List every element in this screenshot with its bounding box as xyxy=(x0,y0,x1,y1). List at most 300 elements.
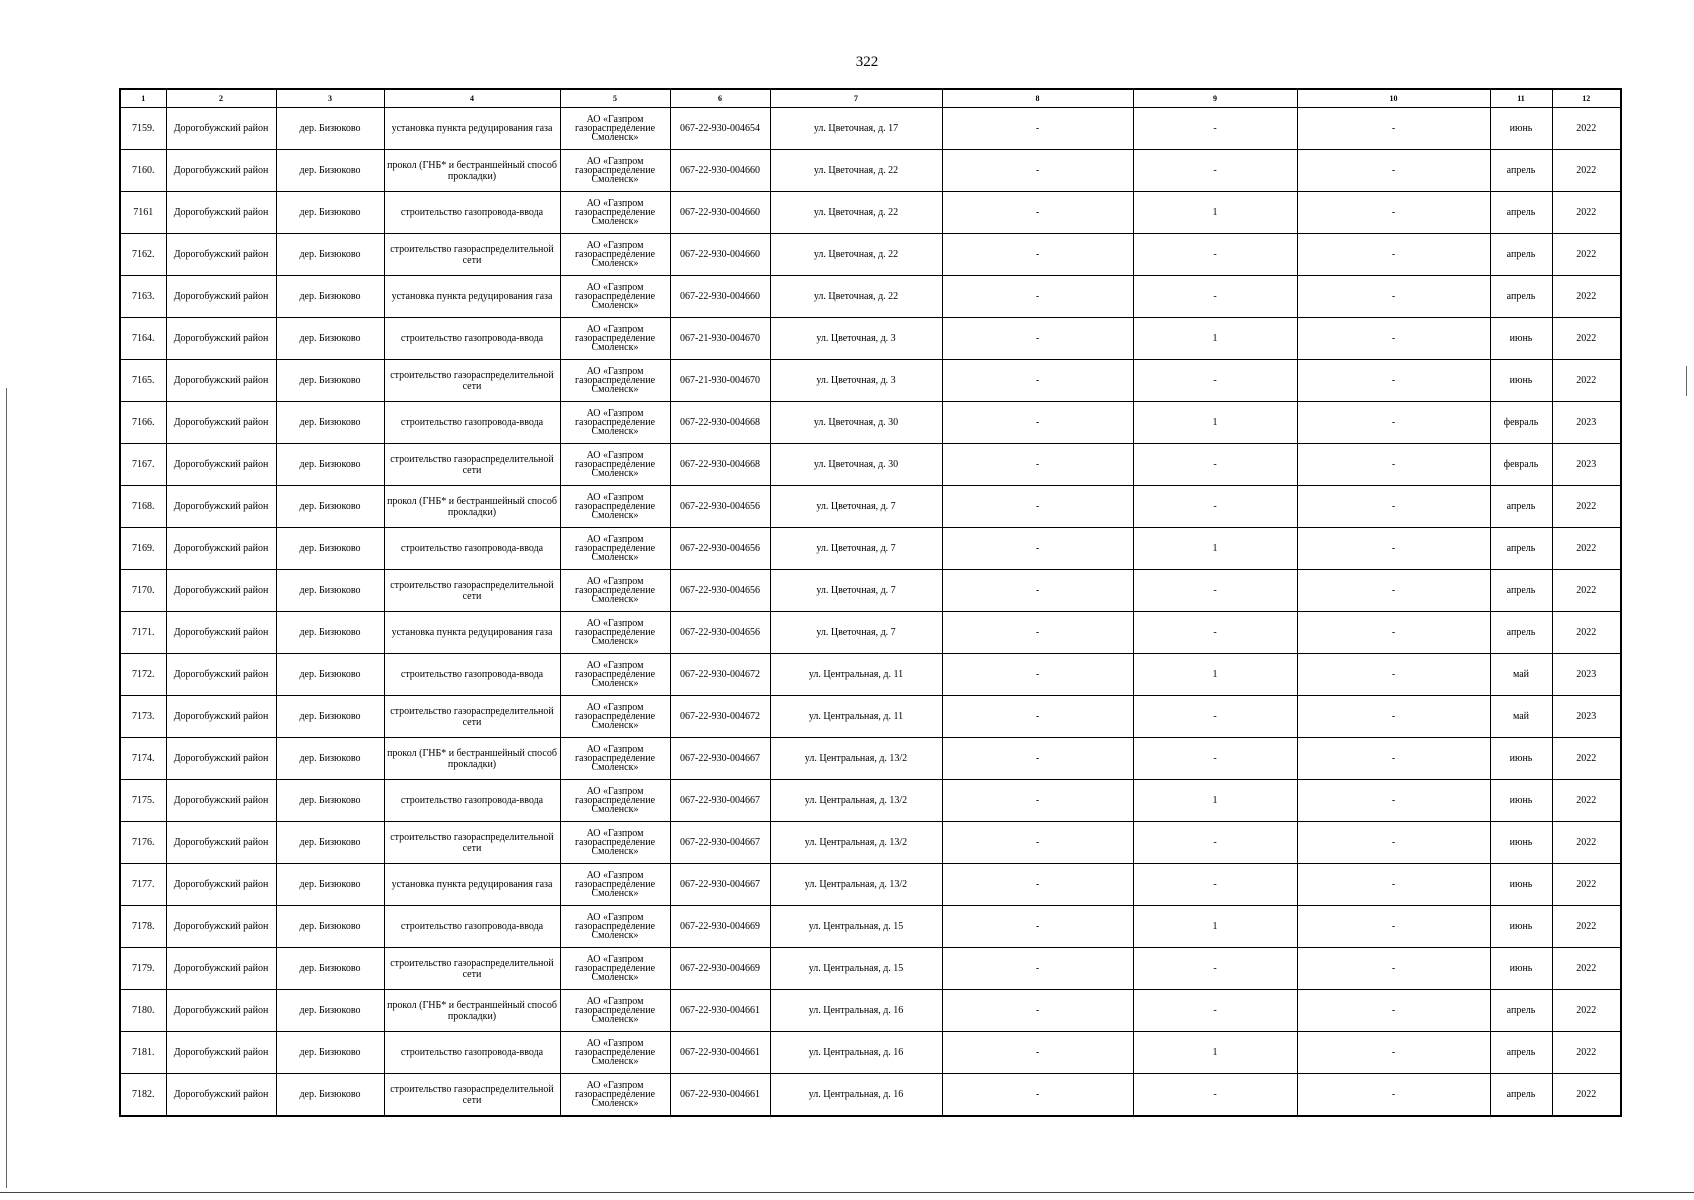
month-cell: апрель xyxy=(1490,528,1552,570)
district-cell: Дорогобужский район xyxy=(166,1074,276,1117)
address-cell: ул. Центральная, д. 15 xyxy=(770,948,942,990)
row-number: 7160. xyxy=(120,150,166,192)
col9-cell: - xyxy=(1133,612,1297,654)
organization-cell: АО «Газпром газораспределение Смоленск» xyxy=(560,402,670,444)
district-cell: Дорогобужский район xyxy=(166,654,276,696)
col9-cell: - xyxy=(1133,444,1297,486)
work-type-cell: строительство газораспределительной сети xyxy=(384,822,560,864)
organization-cell: АО «Газпром газораспределение Смоленск» xyxy=(560,318,670,360)
table-row xyxy=(120,402,1621,444)
registry-code-cell: 067-22-930-004669 xyxy=(670,948,770,990)
year-cell: 2022 xyxy=(1552,612,1621,654)
col8-cell: - xyxy=(942,276,1133,318)
year-cell: 2022 xyxy=(1552,192,1621,234)
row-number: 7166. xyxy=(120,402,166,444)
settlement-cell: дер. Бизюково xyxy=(276,906,384,948)
address-cell: ул. Центральная, д. 13/2 xyxy=(770,738,942,780)
year-cell: 2022 xyxy=(1552,1032,1621,1074)
col8-cell: - xyxy=(942,990,1133,1032)
organization-cell: АО «Газпром газораспределение Смоленск» xyxy=(560,360,670,402)
address-cell: ул. Цветочная, д. 22 xyxy=(770,234,942,276)
row-number: 7159. xyxy=(120,108,166,150)
col10-cell: - xyxy=(1297,150,1490,192)
row-number: 7167. xyxy=(120,444,166,486)
column-header: 12 xyxy=(1552,89,1621,108)
col9-cell: - xyxy=(1133,864,1297,906)
work-type-cell: строительство газораспределительной сети xyxy=(384,234,560,276)
work-type-cell: установка пункта редуцирования газа xyxy=(384,864,560,906)
settlement-cell: дер. Бизюково xyxy=(276,570,384,612)
district-cell: Дорогобужский район xyxy=(166,612,276,654)
work-type-cell: строительство газопровода-ввода xyxy=(384,402,560,444)
month-cell: апрель xyxy=(1490,990,1552,1032)
column-header: 8 xyxy=(942,89,1133,108)
table-row xyxy=(120,234,1621,276)
district-cell: Дорогобужский район xyxy=(166,738,276,780)
settlement-cell: дер. Бизюково xyxy=(276,318,384,360)
district-cell: Дорогобужский район xyxy=(166,318,276,360)
registry-code-cell: 067-22-930-004669 xyxy=(670,906,770,948)
month-cell: июнь xyxy=(1490,822,1552,864)
col9-cell: 1 xyxy=(1133,402,1297,444)
address-cell: ул. Центральная, д. 15 xyxy=(770,906,942,948)
table-row xyxy=(120,1032,1621,1074)
organization-cell: АО «Газпром газораспределение Смоленск» xyxy=(560,108,670,150)
col10-cell: - xyxy=(1297,486,1490,528)
month-cell: июнь xyxy=(1490,948,1552,990)
year-cell: 2022 xyxy=(1552,738,1621,780)
row-number: 7162. xyxy=(120,234,166,276)
col10-cell: - xyxy=(1297,402,1490,444)
settlement-cell: дер. Бизюково xyxy=(276,696,384,738)
settlement-cell: дер. Бизюково xyxy=(276,360,384,402)
address-cell: ул. Цветочная, д. 30 xyxy=(770,444,942,486)
year-cell: 2022 xyxy=(1552,150,1621,192)
col9-cell: - xyxy=(1133,948,1297,990)
column-header: 1 xyxy=(120,89,166,108)
district-cell: Дорогобужский район xyxy=(166,108,276,150)
month-cell: июнь xyxy=(1490,738,1552,780)
col8-cell: - xyxy=(942,780,1133,822)
address-cell: ул. Центральная, д. 13/2 xyxy=(770,822,942,864)
work-type-cell: строительство газораспределительной сети xyxy=(384,444,560,486)
organization-cell: АО «Газпром газораспределение Смоленск» xyxy=(560,570,670,612)
table-row xyxy=(120,990,1621,1032)
row-number: 7163. xyxy=(120,276,166,318)
organization-cell: АО «Газпром газораспределение Смоленск» xyxy=(560,948,670,990)
table-row xyxy=(120,948,1621,990)
column-header: 5 xyxy=(560,89,670,108)
month-cell: июнь xyxy=(1490,108,1552,150)
organization-cell: АО «Газпром газораспределение Смоленск» xyxy=(560,612,670,654)
address-cell: ул. Цветочная, д. 22 xyxy=(770,150,942,192)
row-number: 7181. xyxy=(120,1032,166,1074)
col9-cell: - xyxy=(1133,108,1297,150)
month-cell: апрель xyxy=(1490,192,1552,234)
row-number: 7179. xyxy=(120,948,166,990)
col10-cell: - xyxy=(1297,612,1490,654)
address-cell: ул. Центральная, д. 16 xyxy=(770,1074,942,1117)
work-type-cell: строительство газораспределительной сети xyxy=(384,948,560,990)
work-type-cell: строительство газораспределительной сети xyxy=(384,360,560,402)
row-number: 7170. xyxy=(120,570,166,612)
district-cell: Дорогобужский район xyxy=(166,360,276,402)
settlement-cell: дер. Бизюково xyxy=(276,192,384,234)
settlement-cell: дер. Бизюково xyxy=(276,948,384,990)
row-number: 7182. xyxy=(120,1074,166,1117)
month-cell: апрель xyxy=(1490,276,1552,318)
work-type-cell: строительство газопровода-ввода xyxy=(384,654,560,696)
address-cell: ул. Цветочная, д. 7 xyxy=(770,486,942,528)
registry-code-cell: 067-22-930-004667 xyxy=(670,780,770,822)
month-cell: июнь xyxy=(1490,780,1552,822)
scan-edge-line xyxy=(0,1192,1694,1193)
registry-code-cell: 067-22-930-004672 xyxy=(670,696,770,738)
col8-cell: - xyxy=(942,906,1133,948)
address-cell: ул. Центральная, д. 13/2 xyxy=(770,780,942,822)
address-cell: ул. Центральная, д. 16 xyxy=(770,990,942,1032)
registry-code-cell: 067-22-930-004661 xyxy=(670,990,770,1032)
year-cell: 2023 xyxy=(1552,654,1621,696)
column-header: 2 xyxy=(166,89,276,108)
month-cell: май xyxy=(1490,654,1552,696)
settlement-cell: дер. Бизюково xyxy=(276,864,384,906)
district-cell: Дорогобужский район xyxy=(166,906,276,948)
col10-cell: - xyxy=(1297,948,1490,990)
table-row xyxy=(120,864,1621,906)
work-type-cell: строительство газопровода-ввода xyxy=(384,1032,560,1074)
address-cell: ул. Цветочная, д. 7 xyxy=(770,570,942,612)
col9-cell: 1 xyxy=(1133,318,1297,360)
organization-cell: АО «Газпром газораспределение Смоленск» xyxy=(560,1032,670,1074)
column-header: 3 xyxy=(276,89,384,108)
registry-table xyxy=(119,88,1622,1117)
organization-cell: АО «Газпром газораспределение Смоленск» xyxy=(560,654,670,696)
month-cell: апрель xyxy=(1490,570,1552,612)
col8-cell: - xyxy=(942,1074,1133,1117)
col10-cell: - xyxy=(1297,696,1490,738)
organization-cell: АО «Газпром газораспределение Смоленск» xyxy=(560,528,670,570)
table-row xyxy=(120,318,1621,360)
work-type-cell: строительство газораспределительной сети xyxy=(384,696,560,738)
col10-cell: - xyxy=(1297,528,1490,570)
col8-cell: - xyxy=(942,612,1133,654)
work-type-cell: прокол (ГНБ* и бестраншейный способ прокладки) xyxy=(384,150,560,192)
col9-cell: 1 xyxy=(1133,528,1297,570)
district-cell: Дорогобужский район xyxy=(166,696,276,738)
district-cell: Дорогобужский район xyxy=(166,528,276,570)
year-cell: 2022 xyxy=(1552,906,1621,948)
month-cell: февраль xyxy=(1490,402,1552,444)
settlement-cell: дер. Бизюково xyxy=(276,654,384,696)
organization-cell: АО «Газпром газораспределение Смоленск» xyxy=(560,276,670,318)
year-cell: 2023 xyxy=(1552,402,1621,444)
row-number: 7168. xyxy=(120,486,166,528)
district-cell: Дорогобужский район xyxy=(166,192,276,234)
header-row xyxy=(120,89,1621,108)
col10-cell: - xyxy=(1297,360,1490,402)
month-cell: апрель xyxy=(1490,612,1552,654)
column-header: 11 xyxy=(1490,89,1552,108)
settlement-cell: дер. Бизюково xyxy=(276,402,384,444)
organization-cell: АО «Газпром газораспределение Смоленск» xyxy=(560,990,670,1032)
col10-cell: - xyxy=(1297,318,1490,360)
registry-code-cell: 067-21-930-004670 xyxy=(670,318,770,360)
col8-cell: - xyxy=(942,444,1133,486)
work-type-cell: установка пункта редуцирования газа xyxy=(384,276,560,318)
work-type-cell: установка пункта редуцирования газа xyxy=(384,612,560,654)
col10-cell: - xyxy=(1297,276,1490,318)
work-type-cell: прокол (ГНБ* и бестраншейный способ прокладки) xyxy=(384,486,560,528)
registry-code-cell: 067-22-930-004656 xyxy=(670,528,770,570)
address-cell: ул. Центральная, д. 13/2 xyxy=(770,864,942,906)
col8-cell: - xyxy=(942,864,1133,906)
work-type-cell: установка пункта редуцирования газа xyxy=(384,108,560,150)
registry-code-cell: 067-22-930-004667 xyxy=(670,864,770,906)
col8-cell: - xyxy=(942,570,1133,612)
settlement-cell: дер. Бизюково xyxy=(276,738,384,780)
column-header: 7 xyxy=(770,89,942,108)
col10-cell: - xyxy=(1297,822,1490,864)
table-body xyxy=(120,108,1621,1117)
month-cell: июнь xyxy=(1490,360,1552,402)
work-type-cell: строительство газопровода-ввода xyxy=(384,192,560,234)
col10-cell: - xyxy=(1297,1032,1490,1074)
registry-code-cell: 067-22-930-004668 xyxy=(670,402,770,444)
year-cell: 2022 xyxy=(1552,234,1621,276)
table-row xyxy=(120,780,1621,822)
district-cell: Дорогобужский район xyxy=(166,864,276,906)
col10-cell: - xyxy=(1297,906,1490,948)
column-header: 6 xyxy=(670,89,770,108)
registry-code-cell: 067-22-930-004656 xyxy=(670,570,770,612)
settlement-cell: дер. Бизюково xyxy=(276,528,384,570)
registry-code-cell: 067-22-930-004660 xyxy=(670,276,770,318)
registry-code-cell: 067-22-930-004656 xyxy=(670,612,770,654)
table-row xyxy=(120,696,1621,738)
month-cell: апрель xyxy=(1490,1074,1552,1117)
organization-cell: АО «Газпром газораспределение Смоленск» xyxy=(560,864,670,906)
row-number: 7174. xyxy=(120,738,166,780)
district-cell: Дорогобужский район xyxy=(166,486,276,528)
address-cell: ул. Цветочная, д. 30 xyxy=(770,402,942,444)
registry-code-cell: 067-22-930-004654 xyxy=(670,108,770,150)
col9-cell: - xyxy=(1133,234,1297,276)
registry-code-cell: 067-22-930-004660 xyxy=(670,192,770,234)
organization-cell: АО «Газпром газораспределение Смоленск» xyxy=(560,1074,670,1117)
col9-cell: - xyxy=(1133,276,1297,318)
table-row xyxy=(120,276,1621,318)
settlement-cell: дер. Бизюково xyxy=(276,780,384,822)
col9-cell: 1 xyxy=(1133,654,1297,696)
col9-cell: - xyxy=(1133,696,1297,738)
year-cell: 2022 xyxy=(1552,948,1621,990)
address-cell: ул. Центральная, д. 16 xyxy=(770,1032,942,1074)
registry-code-cell: 067-21-930-004670 xyxy=(670,360,770,402)
year-cell: 2022 xyxy=(1552,486,1621,528)
month-cell: апрель xyxy=(1490,1032,1552,1074)
month-cell: февраль xyxy=(1490,444,1552,486)
organization-cell: АО «Газпром газораспределение Смоленск» xyxy=(560,738,670,780)
year-cell: 2022 xyxy=(1552,780,1621,822)
row-number: 7164. xyxy=(120,318,166,360)
year-cell: 2022 xyxy=(1552,864,1621,906)
district-cell: Дорогобужский район xyxy=(166,234,276,276)
registry-code-cell: 067-22-930-004667 xyxy=(670,822,770,864)
col9-cell: - xyxy=(1133,822,1297,864)
registry-code-cell: 067-22-930-004661 xyxy=(670,1074,770,1117)
work-type-cell: строительство газопровода-ввода xyxy=(384,780,560,822)
year-cell: 2022 xyxy=(1552,276,1621,318)
table-row xyxy=(120,738,1621,780)
table-row xyxy=(120,150,1621,192)
column-header: 9 xyxy=(1133,89,1297,108)
col10-cell: - xyxy=(1297,1074,1490,1117)
col8-cell: - xyxy=(942,654,1133,696)
organization-cell: АО «Газпром газораспределение Смоленск» xyxy=(560,906,670,948)
district-cell: Дорогобужский район xyxy=(166,780,276,822)
district-cell: Дорогобужский район xyxy=(166,402,276,444)
organization-cell: АО «Газпром газораспределение Смоленск» xyxy=(560,150,670,192)
col8-cell: - xyxy=(942,318,1133,360)
organization-cell: АО «Газпром газораспределение Смоленск» xyxy=(560,234,670,276)
col10-cell: - xyxy=(1297,234,1490,276)
row-number: 7175. xyxy=(120,780,166,822)
district-cell: Дорогобужский район xyxy=(166,150,276,192)
address-cell: ул. Цветочная, д. 22 xyxy=(770,276,942,318)
table-row xyxy=(120,192,1621,234)
col8-cell: - xyxy=(942,1032,1133,1074)
column-header: 4 xyxy=(384,89,560,108)
address-cell: ул. Цветочная, д. 22 xyxy=(770,192,942,234)
col10-cell: - xyxy=(1297,738,1490,780)
col8-cell: - xyxy=(942,234,1133,276)
scan-margin-line xyxy=(6,388,7,1188)
year-cell: 2022 xyxy=(1552,360,1621,402)
settlement-cell: дер. Бизюково xyxy=(276,486,384,528)
address-cell: ул. Цветочная, д. 3 xyxy=(770,318,942,360)
year-cell: 2022 xyxy=(1552,990,1621,1032)
col8-cell: - xyxy=(942,192,1133,234)
work-type-cell: строительство газораспределительной сети xyxy=(384,570,560,612)
registry-code-cell: 067-22-930-004660 xyxy=(670,234,770,276)
col9-cell: 1 xyxy=(1133,1032,1297,1074)
month-cell: май xyxy=(1490,696,1552,738)
organization-cell: АО «Газпром газораспределение Смоленск» xyxy=(560,192,670,234)
district-cell: Дорогобужский район xyxy=(166,822,276,864)
table-row xyxy=(120,654,1621,696)
col9-cell: - xyxy=(1133,570,1297,612)
row-number: 7176. xyxy=(120,822,166,864)
address-cell: ул. Цветочная, д. 7 xyxy=(770,528,942,570)
table-row xyxy=(120,360,1621,402)
registry-code-cell: 067-22-930-004672 xyxy=(670,654,770,696)
settlement-cell: дер. Бизюково xyxy=(276,1074,384,1117)
row-number: 7161 xyxy=(120,192,166,234)
col8-cell: - xyxy=(942,822,1133,864)
row-number: 7173. xyxy=(120,696,166,738)
col8-cell: - xyxy=(942,696,1133,738)
year-cell: 2022 xyxy=(1552,1074,1621,1117)
work-type-cell: строительство газораспределительной сети xyxy=(384,1074,560,1117)
row-number: 7172. xyxy=(120,654,166,696)
settlement-cell: дер. Бизюково xyxy=(276,150,384,192)
registry-code-cell: 067-22-930-004668 xyxy=(670,444,770,486)
col8-cell: - xyxy=(942,486,1133,528)
year-cell: 2022 xyxy=(1552,528,1621,570)
col10-cell: - xyxy=(1297,108,1490,150)
address-cell: ул. Центральная, д. 11 xyxy=(770,696,942,738)
col8-cell: - xyxy=(942,738,1133,780)
col8-cell: - xyxy=(942,360,1133,402)
col10-cell: - xyxy=(1297,780,1490,822)
row-number: 7180. xyxy=(120,990,166,1032)
district-cell: Дорогобужский район xyxy=(166,990,276,1032)
col9-cell: - xyxy=(1133,738,1297,780)
row-number: 7165. xyxy=(120,360,166,402)
address-cell: ул. Центральная, д. 11 xyxy=(770,654,942,696)
settlement-cell: дер. Бизюково xyxy=(276,234,384,276)
address-cell: ул. Цветочная, д. 3 xyxy=(770,360,942,402)
col9-cell: - xyxy=(1133,1074,1297,1117)
table-row xyxy=(120,528,1621,570)
organization-cell: АО «Газпром газораспределение Смоленск» xyxy=(560,822,670,864)
month-cell: апрель xyxy=(1490,234,1552,276)
table-row xyxy=(120,570,1621,612)
work-type-cell: прокол (ГНБ* и бестраншейный способ прокладки) xyxy=(384,738,560,780)
address-cell: ул. Цветочная, д. 17 xyxy=(770,108,942,150)
table-row xyxy=(120,822,1621,864)
month-cell: июнь xyxy=(1490,906,1552,948)
year-cell: 2022 xyxy=(1552,108,1621,150)
table-row xyxy=(120,486,1621,528)
settlement-cell: дер. Бизюково xyxy=(276,108,384,150)
col8-cell: - xyxy=(942,528,1133,570)
row-number: 7169. xyxy=(120,528,166,570)
scan-margin-mark xyxy=(1686,366,1687,396)
table-row xyxy=(120,612,1621,654)
month-cell: июнь xyxy=(1490,318,1552,360)
table-row xyxy=(120,108,1621,150)
col9-cell: - xyxy=(1133,360,1297,402)
district-cell: Дорогобужский район xyxy=(166,570,276,612)
registry-code-cell: 067-22-930-004661 xyxy=(670,1032,770,1074)
work-type-cell: строительство газопровода-ввода xyxy=(384,318,560,360)
col9-cell: - xyxy=(1133,150,1297,192)
work-type-cell: строительство газопровода-ввода xyxy=(384,906,560,948)
col9-cell: 1 xyxy=(1133,780,1297,822)
district-cell: Дорогобужский район xyxy=(166,948,276,990)
col10-cell: - xyxy=(1297,444,1490,486)
row-number: 7178. xyxy=(120,906,166,948)
col8-cell: - xyxy=(942,108,1133,150)
year-cell: 2023 xyxy=(1552,444,1621,486)
registry-code-cell: 067-22-930-004667 xyxy=(670,738,770,780)
col10-cell: - xyxy=(1297,990,1490,1032)
work-type-cell: строительство газопровода-ввода xyxy=(384,528,560,570)
year-cell: 2022 xyxy=(1552,570,1621,612)
settlement-cell: дер. Бизюково xyxy=(276,990,384,1032)
table-row xyxy=(120,1074,1621,1117)
row-number: 7171. xyxy=(120,612,166,654)
organization-cell: АО «Газпром газораспределение Смоленск» xyxy=(560,444,670,486)
address-cell: ул. Цветочная, д. 7 xyxy=(770,612,942,654)
page-number: 322 xyxy=(855,54,879,70)
registry-code-cell: 067-22-930-004660 xyxy=(670,150,770,192)
year-cell: 2023 xyxy=(1552,696,1621,738)
col9-cell: - xyxy=(1133,486,1297,528)
row-number: 7177. xyxy=(120,864,166,906)
